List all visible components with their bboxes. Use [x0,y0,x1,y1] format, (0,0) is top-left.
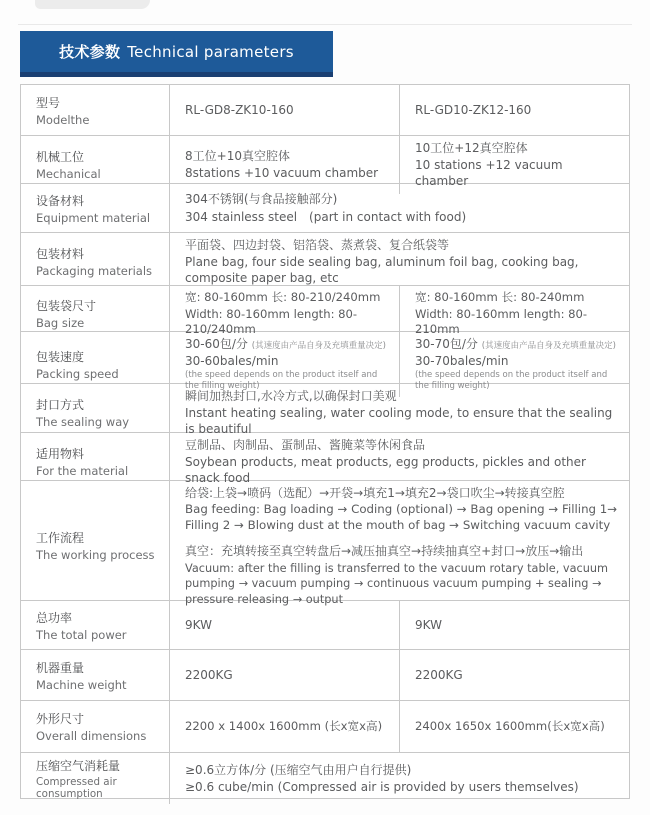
packaging-materials-zh: 平面袋、四边封袋、铝箔袋、蒸煮袋、复合纸袋等 [185,238,450,252]
table-row-weight [21,650,629,701]
process-vacuum-en: Vacuum: after the filling is transferred to the vacuum rotary table, vacuum pumping → vacuum pumping → continuous vacuum pumping + sealing → pressure releasing → output [185,562,609,606]
row-label-zh: 包装材料 [36,247,85,262]
row-label [21,701,169,752]
equipment-material-zh: 304不锈钢(与食品接触部分) [185,192,338,207]
section-title-zh: 技术参数 [59,43,121,61]
process-bag-feeding-en: Bag feeding: Bag loading → Coding (optional) → Bag opening → Filling 1→ Filling 2 → Blowing dust at the mouth of bag → Switching vacuum cavity [185,502,618,533]
row-label-zh: 总功率 [36,610,73,625]
packaging-materials-en: Plane bag, four side sealing bag, aluminum foil bag, cooking bag, composite paper bag, etc [185,255,579,286]
cell-dimensions-2 [399,701,629,752]
power-1-value: 9KW [185,617,212,632]
row-label-zh: 设备材料 [36,193,85,208]
row-label-en: Mechanical [36,167,101,182]
speed-2-value: 30-70包/分 [415,337,478,351]
table-row-mechanical [21,136,629,189]
row-label-zh: 包装袋尺寸 [36,299,97,314]
cell-power-2 [399,601,629,649]
row-label-en: Overall dimensions [36,729,147,743]
dimensions-1-value: 2200 x 1400x 1600mm (长x宽x高) [185,718,383,733]
speed-1-note-zh: (其速度由产品自身及充填重量决定) [251,341,386,351]
cell-power-1 [169,601,399,649]
section-title-en: Technical parameters [127,42,294,61]
speed-2-en: 30-70bales/min [415,354,509,369]
bag-size-1-en: Width: 80-160mm length: 80-210/240mm [185,306,358,337]
table-row-process [21,481,629,606]
material-zh: 豆制品、肉制品、蛋制品、酱腌菜等休闲食品 [185,438,426,452]
row-label-zh: 包装速度 [36,349,85,364]
equipment-material-en: 304 stainless steel (part in contact with food) [185,209,467,224]
weight-2-value: 2200KG [415,667,463,682]
mechanical-1-en: 8stations +10 vacuum chamber [185,166,379,181]
table-row-equipment-material [21,184,629,233]
cell-air [169,753,629,804]
speed-1-note-en: (the speed depends on the product itself and the filling weight) [185,369,378,392]
model-1-value: RL-GD8-ZK10-160 [185,102,294,117]
row-label [21,233,169,291]
table-row-air [21,753,629,798]
model-2-value: RL-GD10-ZK12-160 [415,102,532,117]
weight-1-value: 2200KG [185,667,233,682]
row-label-en: Packing speed [36,366,119,381]
row-label-en: Equipment material [36,210,151,225]
row-label-zh: 封口方式 [36,398,85,413]
speed-1-main-line [185,336,389,352]
table-row-power [21,601,629,650]
row-label-en: The sealing way [36,415,130,430]
power-2-value: 9KW [415,617,442,632]
top-divider-line [18,24,632,25]
speed-1-en: 30-60bales/min [185,354,279,369]
table-row-sealing [21,384,629,437]
row-label-en: Modelthe [36,112,90,127]
section-title-banner [20,31,333,77]
row-label [21,753,169,804]
process-bag-feeding-zh: 给袋:上袋→喷码（选配）→开袋→填充1→填充2→袋口吹尘→转接真空腔 [185,486,565,500]
top-photo-edge-decoration [35,0,150,9]
row-label-zh: 型号 [36,95,61,110]
row-label-zh: 外形尺寸 [36,712,85,726]
row-label-en: The total power [36,627,127,642]
table-row-model [21,85,629,136]
row-label-en: Bag size [36,316,85,331]
table-row-packing-speed [21,332,629,392]
row-label-zh: 适用物料 [36,447,85,462]
bag-size-2-en: Width: 80-160mm length: 80-210mm [415,306,588,337]
sealing-zh: 瞬间加热封口,水冷方式,以确保封口美观 [185,389,397,403]
cell-packaging-materials [169,233,629,291]
row-label [21,601,169,649]
air-en: ≥0.6 cube/min (Compressed air is provided by users themselves) [185,780,579,794]
cell-weight-1 [169,650,399,700]
table-row-material [21,433,629,486]
speed-1-value: 30-60包/分 [185,337,248,351]
row-label-en: Compressed air consumption [36,776,117,800]
table-row-dimensions [21,701,629,753]
bag-size-2-zh: 宽: 80-160mm 长: 80-240mm [415,290,585,304]
mechanical-2-zh: 10工位+12真空腔体 [415,141,528,155]
row-label [21,650,169,700]
spec-table [20,84,630,799]
row-label-zh: 机器重量 [36,660,85,675]
row-label-en: The working process [36,548,155,563]
mechanical-2-en: 10 stations +12 vacuum chamber [415,158,563,189]
row-label-en: Packaging materials [36,264,153,279]
row-label [21,85,169,135]
table-row-packaging-materials [21,233,629,286]
speed-2-note-en: (the speed depends on the product itself and the filling weight) [415,369,608,392]
cell-equipment-material [169,184,629,232]
row-label-zh: 机械工位 [36,150,85,165]
cell-weight-2 [399,650,629,700]
sealing-en: Instant heating sealing, water cooling mode, to ensure that the sealing is beautiful [185,406,613,437]
row-label-zh: 压缩空气消耗量 [36,759,121,773]
process-vacuum-zh: 真空：充填转接至真空转盘后→减压抽真空→持续抽真空+封口→放压→输出 [185,544,584,559]
cell-process [169,481,629,611]
speed-2-note-zh: (其速度由产品自身及充填重量决定) [481,341,616,351]
mechanical-1-zh: 8工位+10真空腔体 [185,149,290,164]
row-label-en: Machine weight [36,677,127,692]
material-en: Soybean products, meat products, egg products, pickles and other snack food [185,455,586,486]
air-zh: ≥0.6立方体/分 (压缩空气由用户自行提供) [185,762,412,777]
cell-model-1 [169,85,399,135]
dimensions-2-value: 2400x 1650x 1600mm(长x宽x高) [415,718,605,733]
speed-2-main-line [415,336,619,352]
cell-dimensions-1 [169,701,399,752]
bag-size-1-zh: 宽: 80-160mm 长: 80-210/240mm [185,290,381,304]
row-label [21,481,169,611]
row-label-en: For the material [36,464,129,479]
table-row-bag-size [21,286,629,337]
cell-model-2 [399,85,629,135]
row-label [21,184,169,232]
row-label-zh: 工作流程 [36,531,85,546]
